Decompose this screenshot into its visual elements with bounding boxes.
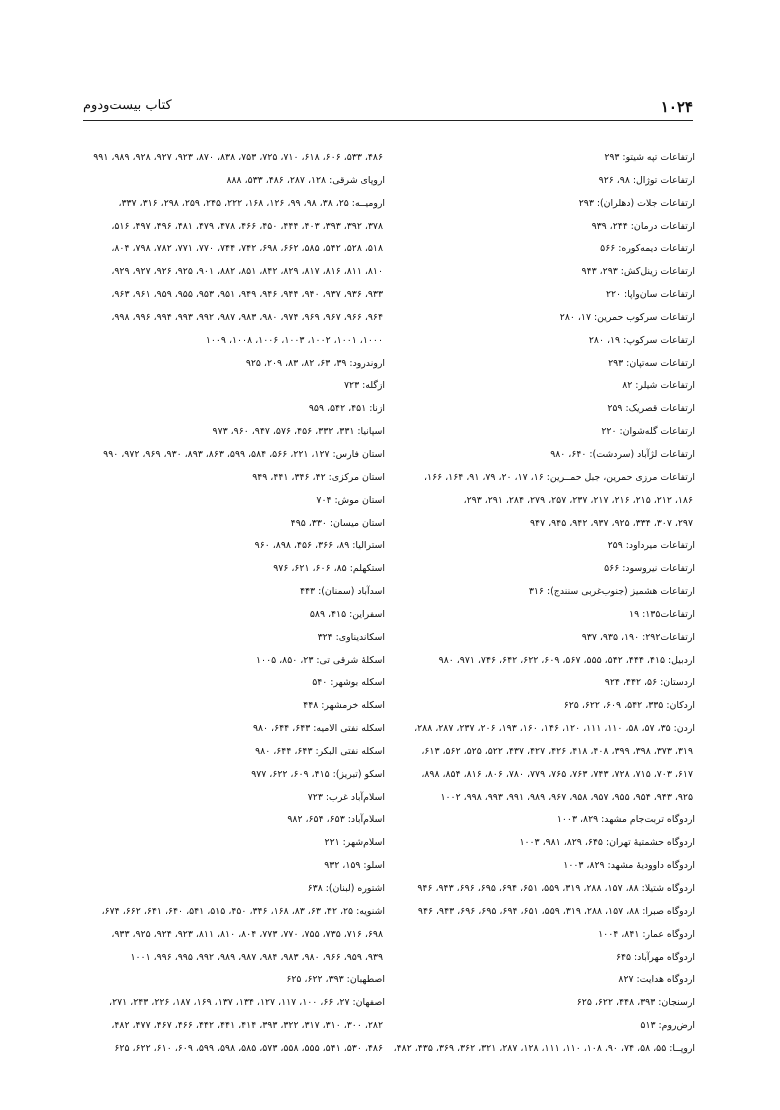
index-entry: اسکاندیناوی: ۳۲۴: [317, 631, 385, 643]
index-entry: ارتفاعات۱۳۵: ۱۹: [629, 608, 695, 620]
index-entry: اصطهبان: ۳۹۳، ۶۲۲، ۶۲۵: [286, 974, 385, 986]
index-entry: ارتفاعات هشمیز (جنوب‌غربی سنندج): ۳۱۶: [528, 586, 695, 598]
index-entry: استکهلم: ۸۵، ۶۰۶، ۶۲۱، ۹۷۶: [273, 563, 385, 575]
index-entry-continuation: ۴۸۶، ۵۳۰، ۵۴۱، ۵۵۵، ۵۵۸، ۵۷۳، ۵۸۵، ۵۹۸، ۵۹۹، ۶۰۹، ۶۱۰، ۶۲۲، ۶۲۵: [114, 1042, 383, 1054]
index-entry: اشتوره (لبنان): ۶۳۸: [307, 883, 385, 894]
index-entry-continuation: ۶۹۸، ۷۱۶، ۷۳۵، ۷۵۵، ۷۷۰، ۷۷۳، ۸۰۴، ۸۱۰، ۸۱۱، ۹۲۳، ۹۲۴، ۹۲۵، ۹۳۳،: [111, 928, 383, 940]
index-entry: اسکله بوشهر: ۵۴۰: [312, 677, 385, 689]
index-entry: استان موش: ۷۰۴: [316, 494, 385, 506]
index-entry: استان فارس: ۱۲۷، ۲۲۱، ۵۶۶، ۵۸۴، ۵۹۹، ۸۶۳، ۸۹۳، ۹۳۰، ۹۶۹، ۹۷۲، ۹۹۰: [103, 448, 385, 460]
index-entry: اردوگاه عمار: ۸۴۱، ۱۰۰۴: [598, 928, 695, 940]
index-entry: اردن: ۳۵، ۵۷، ۵۸، ۱۱۰، ۱۱۱، ۱۲۰، ۱۴۶، ۱۶۰، ۱۹۳، ۲۰۶، ۲۳۷، ۲۸۷، ۲۸۸،: [414, 723, 695, 735]
index-entry-continuation: ۹۳۳، ۹۳۶، ۹۳۷، ۹۴۰، ۹۴۴، ۹۴۶، ۹۴۹، ۹۵۱، ۹۵۳، ۹۵۵، ۹۵۹، ۹۶۱، ۹۶۳،: [111, 289, 383, 301]
index-entry: استرالیا: ۸۹، ۳۶۶، ۴۵۶، ۸۹۸، ۹۶۰: [254, 540, 385, 552]
index-entry: ارتفاعات شیلر: ۸۲: [622, 380, 695, 392]
index-entry: اروپای شرقی: ۱۲۸، ۲۸۷، ۴۸۶، ۵۳۳، ۸۸۸: [226, 174, 385, 186]
index-entry: ارتفاعات قصریک: ۲۵۹: [607, 403, 695, 415]
index-entry: ارتفاعات۲۹۲: ۱۹۰، ۹۳۵، ۹۳۷: [581, 631, 695, 643]
index-entry-continuation: ۱۰۰۰، ۱۰۰۱، ۱۰۰۲، ۱۰۰۳، ۱۰۰۶، ۱۰۰۸، ۱۰۰۹: [205, 334, 383, 346]
index-column-left: [85, 147, 385, 1061]
index-entry: اردوگاه مهرآباد: ۶۴۵: [615, 951, 695, 963]
index-entry: ارومیــه: ۲۵، ۳۸، ۹۸، ۹۹، ۱۲۶، ۱۶۸، ۲۲۲، ۲۴۵، ۲۵۹، ۲۹۸، ۳۱۶، ۳۳۷،: [118, 197, 385, 209]
index-column-right: [395, 147, 695, 1061]
index-entry: ارتفاعات میرداود: ۲۵۹: [607, 540, 695, 552]
index-entry: ارتفاعات گله‌شوان: ۲۲۰: [601, 426, 695, 438]
index-entry: اسلام‌آباد غرب: ۷۲۳: [307, 791, 385, 803]
index-entry: ارسنجان: ۳۹۳، ۴۴۸، ۶۲۲، ۶۲۵: [576, 997, 695, 1009]
index-entry: ارتفاعات درمان: ۲۴۴، ۹۳۹: [591, 220, 695, 232]
index-entry: ارتفاعات زینل‌کش: ۲۹۳، ۹۴۳: [581, 266, 695, 278]
index-entry: استان میسان: ۳۳۰، ۴۹۵: [290, 517, 385, 529]
index-entry: اسکله نفتی الامیه: ۶۴۳، ۶۴۴، ۹۸۰: [252, 723, 385, 735]
index-entry: اردوگاه تربت‌جام مشهد: ۸۲۹، ۱۰۰۳: [556, 814, 695, 826]
index-entry: ارتفاعات توژال: ۹۸، ۹۲۶: [598, 174, 695, 186]
index-entry: ارتفاعات سرکوپ: ۱۹، ۲۸۰: [588, 334, 695, 346]
index-entry-continuation: ۵۱۸، ۵۲۸، ۵۴۲، ۵۸۵، ۶۶۲، ۶۹۸، ۷۴۲، ۷۴۴، ۷۷۰، ۷۷۱، ۷۸۲، ۷۹۸، ۸۰۴،: [111, 243, 383, 255]
index-entry: ارتفاعات تپه شیتو: ۲۹۳: [604, 152, 695, 163]
index-entry-continuation: ۳۱۹، ۳۷۳، ۳۹۸، ۳۹۹، ۴۰۸، ۴۱۸، ۴۲۶، ۴۲۷، ۴۳۷، ۵۲۲، ۵۲۵، ۵۶۲، ۶۱۳،: [421, 745, 693, 757]
index-entry: اردستان: ۵۶، ۴۴۲، ۹۲۴: [604, 677, 695, 689]
index-entry: اسدآباد (سمنان): ۴۴۳: [299, 586, 385, 598]
index-entry: استان مرکزی: ۴۲، ۳۴۶، ۴۴۱، ۹۴۹: [252, 471, 385, 483]
index-entry: اسکله نفتی البکر: ۶۴۳، ۶۴۴، ۹۸۰: [255, 745, 385, 757]
index-entry-continuation: ۹۳۹، ۹۵۹، ۹۶۶، ۹۸۰، ۹۸۳، ۹۸۴، ۹۸۷، ۹۸۹، ۹۹۲، ۹۹۵، ۹۹۶، ۱۰۰۱: [130, 951, 383, 963]
index-entry: اروندرود: ۳۹، ۶۳، ۸۲، ۸۳، ۲۰۹، ۹۲۵: [245, 357, 385, 369]
index-entry: ارتفاعات لژآباد (سردشت): ۶۴۰، ۹۸۰: [550, 448, 695, 460]
index-entry: ارتفاعات سرکوب حمرین: ۱۷، ۲۸۰: [559, 311, 695, 323]
index-entry: اسلو: ۱۵۹، ۹۳۲: [324, 860, 385, 872]
index-entry: ارتفاعات مرزی حمرین، جبل حمــرین: ۱۶، ۱۷، ۲۰، ۷۹، ۹۱، ۱۶۴، ۱۶۶،: [424, 471, 695, 483]
index-entry-continuation: ۳۷۸، ۳۹۲، ۳۹۳، ۴۰۳، ۴۴۴، ۴۵۰، ۴۶۶، ۴۷۸، ۴۷۹، ۴۸۱، ۴۹۶، ۴۹۷، ۵۱۶،: [111, 220, 383, 232]
index-entry: اسلام‌شهر: ۲۲۱: [324, 837, 385, 849]
index-entry-continuation: ۴۸۶، ۵۳۳، ۶۰۶، ۶۱۸، ۷۱۰، ۷۲۵، ۷۵۳، ۸۳۸، ۸۷۰، ۹۲۳، ۹۲۷، ۹۲۸، ۹۸۹، ۹۹۱: [93, 152, 383, 163]
index-entry-continuation: ۹۶۴، ۹۶۶، ۹۶۷، ۹۶۹، ۹۷۴، ۹۸۰، ۹۸۳، ۹۸۷، ۹۹۲، ۹۹۳، ۹۹۴، ۹۹۶، ۹۹۸،: [111, 311, 383, 323]
index-entry: اردوگاه داوودیهٔ مشهد: ۸۲۹، ۱۰۰۳: [563, 860, 695, 872]
index-entry: اسکلهٔ شرقی تی: ۲۳، ۸۵۰، ۱۰۰۵: [256, 654, 385, 666]
index-entry: ارتفاعات سه‌تپان: ۲۹۳: [608, 357, 695, 369]
index-entry: اردبیل: ۴۱۵، ۴۴۴، ۵۴۲، ۵۵۵، ۵۶۷، ۶۰۹، ۶۲۲، ۶۴۲، ۷۴۶، ۹۷۱، ۹۸۰: [438, 654, 695, 666]
index-entry-continuation: ۶۱۷، ۷۰۳، ۷۱۵، ۷۲۸، ۷۴۳، ۷۶۳، ۷۶۵، ۷۷۹، ۷۸۰، ۸۰۶، ۸۱۶، ۸۵۴، ۸۹۸،: [421, 768, 693, 780]
index-entry: اردوگاه حشمتیهٔ تهران: ۶۴۵، ۸۲۹، ۹۸۱، ۱۰۰۳: [519, 837, 695, 849]
index-entry: ازنا: ۴۵۱، ۵۴۲، ۹۵۹: [308, 403, 385, 415]
index-entry: اردوگاه شتیلا: ۸۸، ۱۵۷، ۲۸۸، ۳۱۹، ۵۵۹، ۶۵۱، ۶۹۴، ۶۹۵، ۶۹۶، ۹۴۳، ۹۴۶: [417, 883, 695, 894]
header-rule: [83, 120, 693, 121]
index-entry: اروپــا: ۵۵، ۵۸، ۷۴، ۹۰، ۱۰۸، ۱۱۰، ۱۱۱، ۱۲۸، ۲۸۷، ۳۲۱، ۳۶۲، ۳۶۹، ۴۳۵، ۴۸۲،: [393, 1042, 695, 1054]
index-entry: اشنویه: ۲۵، ۴۲، ۶۳، ۸۳، ۱۶۸، ۳۴۶، ۴۵۰، ۵۱۵، ۵۴۱، ۶۴۰، ۶۴۱، ۶۶۲، ۶۷۴،: [101, 905, 385, 917]
index-entry: ارتفاعات دیمه‌کوره: ۵۶۶: [600, 243, 695, 255]
index-entry-continuation: ۲۸۲، ۳۰۰، ۳۱۰، ۳۱۷، ۳۲۲، ۳۹۳، ۴۱۴، ۴۴۱، ۴۴۲، ۴۶۶، ۴۶۷، ۴۷۷، ۴۸۲،: [111, 1020, 383, 1032]
index-entry: ارتفاعات نیروسود: ۵۶۶: [604, 563, 695, 575]
page-number: ۱۰۲۴: [660, 98, 693, 116]
index-entry: اسفراین: ۴۱۵، ۵۸۹: [309, 608, 385, 620]
index-entry: اسکو (تبریز): ۴۱۵، ۶۰۹، ۶۲۲، ۹۷۷: [251, 768, 385, 780]
index-entry: ارتفاعات سان‌واپا: ۲۲۰: [605, 289, 695, 301]
index-entry-continuation: ۹۲۵، ۹۴۳، ۹۵۴، ۹۵۵، ۹۵۷، ۹۵۸، ۹۶۷، ۹۸۹، ۹۹۱، ۹۹۳، ۹۹۸، ۱۰۰۲: [440, 791, 693, 803]
index-entry-continuation: ۱۸۶، ۲۱۲، ۲۱۵، ۲۱۶، ۲۱۷، ۲۳۷، ۲۵۷، ۲۷۹، ۲۸۴، ۲۹۱، ۲۹۳،: [463, 494, 693, 506]
book-title: کتاب بیست‌ودوم: [83, 98, 172, 113]
index-entry: اردوگاه صبرا: ۸۸، ۱۵۷، ۲۸۸، ۳۱۹، ۵۵۹، ۶۵۱، ۶۹۴، ۶۹۵، ۶۹۶، ۹۴۳، ۹۴۶: [417, 905, 695, 917]
index-entry: اصفهان: ۲۷، ۶۶، ۱۰۰، ۱۱۷، ۱۲۷، ۱۳۴، ۱۳۷، ۱۶۹، ۱۸۷، ۲۲۶، ۲۴۳، ۲۷۱،: [109, 997, 385, 1009]
index-entry: ارض‌روم: ۵۱۳: [640, 1020, 695, 1032]
index-entry-continuation: ۸۱۰، ۸۱۱، ۸۱۶، ۸۱۷، ۸۲۹، ۸۴۲، ۸۵۱، ۸۸۲، ۹۰۱، ۹۲۵، ۹۲۶، ۹۲۷، ۹۲۹،: [111, 266, 383, 278]
index-entry: اسکله خرمشهر: ۴۴۸: [303, 700, 385, 712]
index-entry: اسپانیا: ۳۳۱، ۳۳۲، ۴۵۶، ۵۷۶، ۹۴۷، ۹۶۰، ۹۷۳: [212, 426, 385, 438]
index-entry: ارتفاعات جلات (دهلران): ۲۹۳: [578, 197, 695, 209]
index-entry: ازگله: ۷۲۳: [344, 380, 385, 392]
index-entry: اسلام‌آباد: ۶۵۳، ۶۵۴، ۹۸۲: [287, 814, 385, 826]
index-entry: اردکان: ۳۳۵، ۵۴۲، ۶۰۹، ۶۲۲، ۶۲۵: [563, 700, 695, 712]
index-entry-continuation: ۲۹۷، ۳۰۷، ۳۳۴، ۹۲۵، ۹۳۷، ۹۴۲، ۹۴۵، ۹۴۷: [530, 517, 693, 529]
index-entry: اردوگاه هدایت: ۸۲۷: [618, 974, 695, 986]
page-header: [83, 98, 693, 120]
